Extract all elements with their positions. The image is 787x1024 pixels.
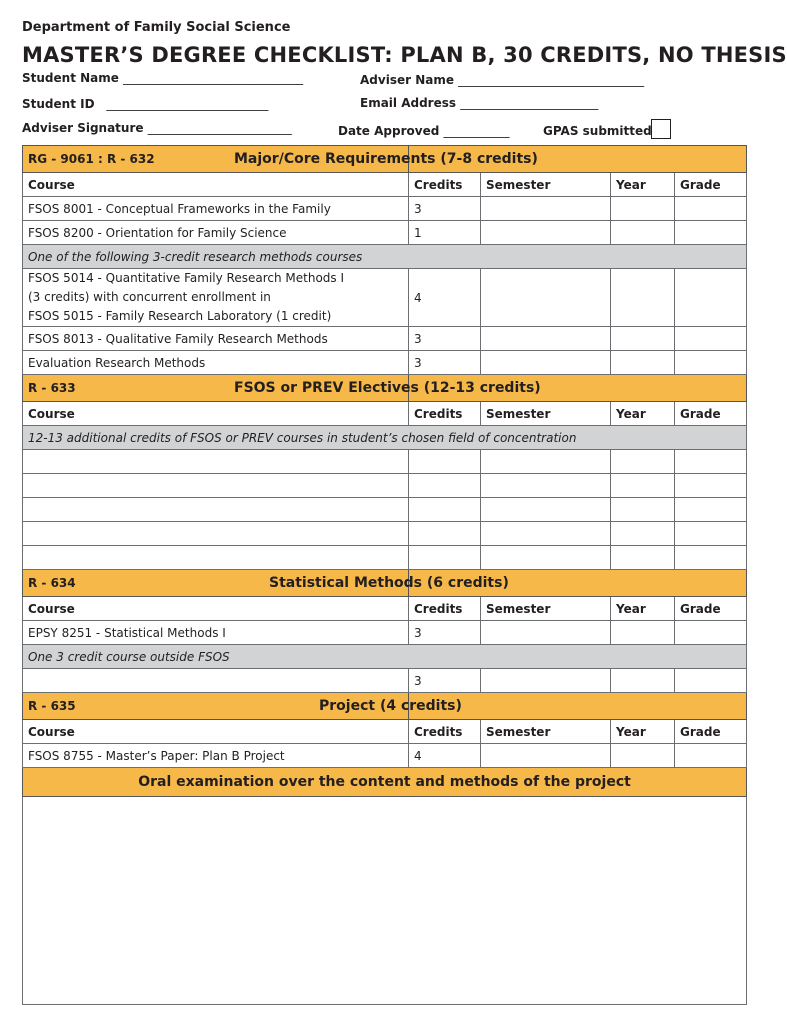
credits-cell: 1 bbox=[409, 221, 481, 245]
date-approved-field[interactable]: Date Approved ___________ bbox=[338, 124, 510, 138]
grade-cell[interactable] bbox=[675, 498, 747, 522]
grade-cell[interactable] bbox=[675, 351, 747, 375]
table-row bbox=[23, 269, 747, 327]
oral-exam-notes-box bbox=[23, 797, 747, 1005]
credits-cell: 3 bbox=[409, 327, 481, 351]
year-cell[interactable] bbox=[611, 221, 675, 245]
table-row bbox=[23, 522, 747, 546]
note-text: One 3 credit course outside FSOS bbox=[23, 645, 747, 669]
semester-cell[interactable] bbox=[481, 744, 611, 768]
col-grade: Grade bbox=[675, 402, 747, 426]
section-title: FSOS or PREV Electives (12-13 credits) bbox=[409, 375, 747, 402]
credits-cell: 3 bbox=[409, 669, 481, 693]
section-code: R - 634 bbox=[23, 570, 409, 597]
course-cell: EPSY 8251 - Statistical Methods I bbox=[23, 621, 409, 645]
grade-cell[interactable] bbox=[675, 221, 747, 245]
year-cell[interactable] bbox=[611, 450, 675, 474]
section-header-major-core bbox=[23, 146, 747, 173]
credits-cell[interactable] bbox=[409, 474, 481, 498]
credits-cell: 4 bbox=[409, 269, 481, 327]
col-course: Course bbox=[23, 402, 409, 426]
table-row bbox=[23, 669, 747, 693]
grade-cell[interactable] bbox=[675, 197, 747, 221]
table-row bbox=[23, 221, 747, 245]
page-title: MASTER’S DEGREE CHECKLIST: PLAN B, 30 CREDITS, NO THESIS bbox=[22, 43, 787, 67]
oral-exam-title: Oral examination over the content and methods of the project bbox=[23, 768, 747, 797]
note-row bbox=[23, 645, 747, 669]
note-row bbox=[23, 245, 747, 269]
student-name-label: Student Name bbox=[22, 71, 119, 85]
grade-cell[interactable] bbox=[675, 522, 747, 546]
course-cell: FSOS 8001 - Conceptual Frameworks in the Family bbox=[23, 197, 409, 221]
grade-cell[interactable] bbox=[675, 474, 747, 498]
grade-cell[interactable] bbox=[675, 327, 747, 351]
course-line: FSOS 5014 - Quantitative Family Research Methods I bbox=[28, 271, 345, 285]
year-cell[interactable] bbox=[611, 744, 675, 768]
section-title: Project (4 credits) bbox=[409, 693, 747, 720]
grade-cell[interactable] bbox=[675, 450, 747, 474]
course-cell[interactable] bbox=[23, 669, 409, 693]
col-credits: Credits bbox=[409, 402, 481, 426]
col-grade: Grade bbox=[675, 720, 747, 744]
col-course: Course bbox=[23, 720, 409, 744]
table-row bbox=[23, 474, 747, 498]
table-row bbox=[23, 351, 747, 375]
section-code: RG - 9061 : R - 632 bbox=[23, 146, 409, 173]
year-cell[interactable] bbox=[611, 621, 675, 645]
col-credits: Credits bbox=[409, 720, 481, 744]
table-row bbox=[23, 546, 747, 570]
note-text: One of the following 3-credit research methods courses bbox=[23, 245, 747, 269]
semester-cell[interactable] bbox=[481, 197, 611, 221]
col-semester: Semester bbox=[481, 173, 611, 197]
adviser-signature-label: Adviser Signature bbox=[22, 121, 144, 135]
year-cell[interactable] bbox=[611, 669, 675, 693]
section-header-electives bbox=[23, 375, 747, 402]
course-cell[interactable] bbox=[23, 450, 409, 474]
year-cell[interactable] bbox=[611, 546, 675, 570]
course-cell: FSOS 8200 - Orientation for Family Science bbox=[23, 221, 409, 245]
col-credits: Credits bbox=[409, 173, 481, 197]
table-row bbox=[23, 621, 747, 645]
grade-cell[interactable] bbox=[675, 269, 747, 327]
section-code: R - 633 bbox=[23, 375, 409, 402]
grade-cell[interactable] bbox=[675, 744, 747, 768]
col-semester: Semester bbox=[481, 597, 611, 621]
semester-cell[interactable] bbox=[481, 327, 611, 351]
department-name: Department of Family Social Science bbox=[22, 20, 291, 35]
grade-cell[interactable] bbox=[675, 669, 747, 693]
adviser-signature-field[interactable]: Adviser Signature ________________________ bbox=[22, 121, 292, 135]
email-address-field[interactable]: Email Address _______________________ bbox=[360, 96, 599, 110]
credits-cell[interactable] bbox=[409, 546, 481, 570]
column-header-row bbox=[23, 720, 747, 744]
column-header-row bbox=[23, 597, 747, 621]
course-line: FSOS 5015 - Family Research Laboratory (1 credit) bbox=[28, 309, 332, 323]
adviser-name-label: Adviser Name bbox=[360, 73, 454, 87]
course-cell: Evaluation Research Methods bbox=[23, 351, 409, 375]
course-cell[interactable] bbox=[23, 546, 409, 570]
semester-cell[interactable] bbox=[481, 498, 611, 522]
course-cell: FSOS 8013 - Qualitative Family Research Methods bbox=[23, 327, 409, 351]
table-row bbox=[23, 197, 747, 221]
col-credits: Credits bbox=[409, 597, 481, 621]
gpas-submitted-checkbox[interactable] bbox=[651, 119, 671, 139]
table-row bbox=[23, 327, 747, 351]
semester-cell[interactable] bbox=[481, 269, 611, 327]
section-title: Major/Core Requirements (7-8 credits) bbox=[409, 146, 747, 173]
semester-cell[interactable] bbox=[481, 522, 611, 546]
section-header-statistical-methods bbox=[23, 570, 747, 597]
col-semester: Semester bbox=[481, 402, 611, 426]
col-year: Year bbox=[611, 173, 675, 197]
student-id-label: Student ID bbox=[22, 97, 95, 111]
year-cell[interactable] bbox=[611, 522, 675, 546]
course-cell[interactable] bbox=[23, 474, 409, 498]
col-grade: Grade bbox=[675, 597, 747, 621]
course-cell bbox=[23, 269, 409, 327]
oral-exam-notes-area[interactable] bbox=[23, 797, 747, 1005]
credits-cell: 3 bbox=[409, 197, 481, 221]
column-header-row bbox=[23, 402, 747, 426]
col-grade: Grade bbox=[675, 173, 747, 197]
course-line: (3 credits) with concurrent enrollment in bbox=[28, 290, 271, 304]
year-cell[interactable] bbox=[611, 327, 675, 351]
year-cell[interactable] bbox=[611, 498, 675, 522]
col-course: Course bbox=[23, 597, 409, 621]
year-cell[interactable] bbox=[611, 474, 675, 498]
table-row bbox=[23, 744, 747, 768]
section-title: Statistical Methods (6 credits) bbox=[409, 570, 747, 597]
note-text: 12-13 additional credits of FSOS or PREV courses in student’s chosen field of concentration bbox=[23, 426, 747, 450]
student-name-field[interactable]: Student Name ______________________________ bbox=[22, 71, 304, 85]
date-approved-label: Date Approved bbox=[338, 124, 440, 138]
col-course: Course bbox=[23, 173, 409, 197]
section-code: R - 635 bbox=[23, 693, 409, 720]
semester-cell[interactable] bbox=[481, 621, 611, 645]
semester-cell[interactable] bbox=[481, 450, 611, 474]
credits-cell[interactable] bbox=[409, 498, 481, 522]
year-cell[interactable] bbox=[611, 351, 675, 375]
section-header-project bbox=[23, 693, 747, 720]
semester-cell[interactable] bbox=[481, 474, 611, 498]
semester-cell[interactable] bbox=[481, 351, 611, 375]
semester-cell[interactable] bbox=[481, 546, 611, 570]
semester-cell[interactable] bbox=[481, 669, 611, 693]
oral-exam-header bbox=[23, 768, 747, 797]
credits-cell[interactable] bbox=[409, 522, 481, 546]
col-year: Year bbox=[611, 402, 675, 426]
grade-cell[interactable] bbox=[675, 621, 747, 645]
student-id-field[interactable]: Student ID ___________________________ bbox=[22, 97, 269, 111]
email-address-label: Email Address bbox=[360, 96, 457, 110]
col-semester: Semester bbox=[481, 720, 611, 744]
credits-cell: 4 bbox=[409, 744, 481, 768]
gpas-submitted-label: GPAS submitted bbox=[543, 124, 652, 138]
col-year: Year bbox=[611, 720, 675, 744]
credits-cell: 3 bbox=[409, 351, 481, 375]
note-row bbox=[23, 426, 747, 450]
grade-cell[interactable] bbox=[675, 546, 747, 570]
credits-cell: 3 bbox=[409, 621, 481, 645]
year-cell[interactable] bbox=[611, 269, 675, 327]
col-year: Year bbox=[611, 597, 675, 621]
semester-cell[interactable] bbox=[481, 221, 611, 245]
column-header-row bbox=[23, 173, 747, 197]
course-cell[interactable] bbox=[23, 522, 409, 546]
adviser-name-field[interactable]: Adviser Name _______________________________ bbox=[360, 73, 645, 87]
credits-cell[interactable] bbox=[409, 450, 481, 474]
year-cell[interactable] bbox=[611, 197, 675, 221]
course-cell: FSOS 8755 - Master’s Paper: Plan B Project bbox=[23, 744, 409, 768]
table-row bbox=[23, 450, 747, 474]
course-cell[interactable] bbox=[23, 498, 409, 522]
checklist-table bbox=[22, 145, 747, 1005]
table-row bbox=[23, 498, 747, 522]
